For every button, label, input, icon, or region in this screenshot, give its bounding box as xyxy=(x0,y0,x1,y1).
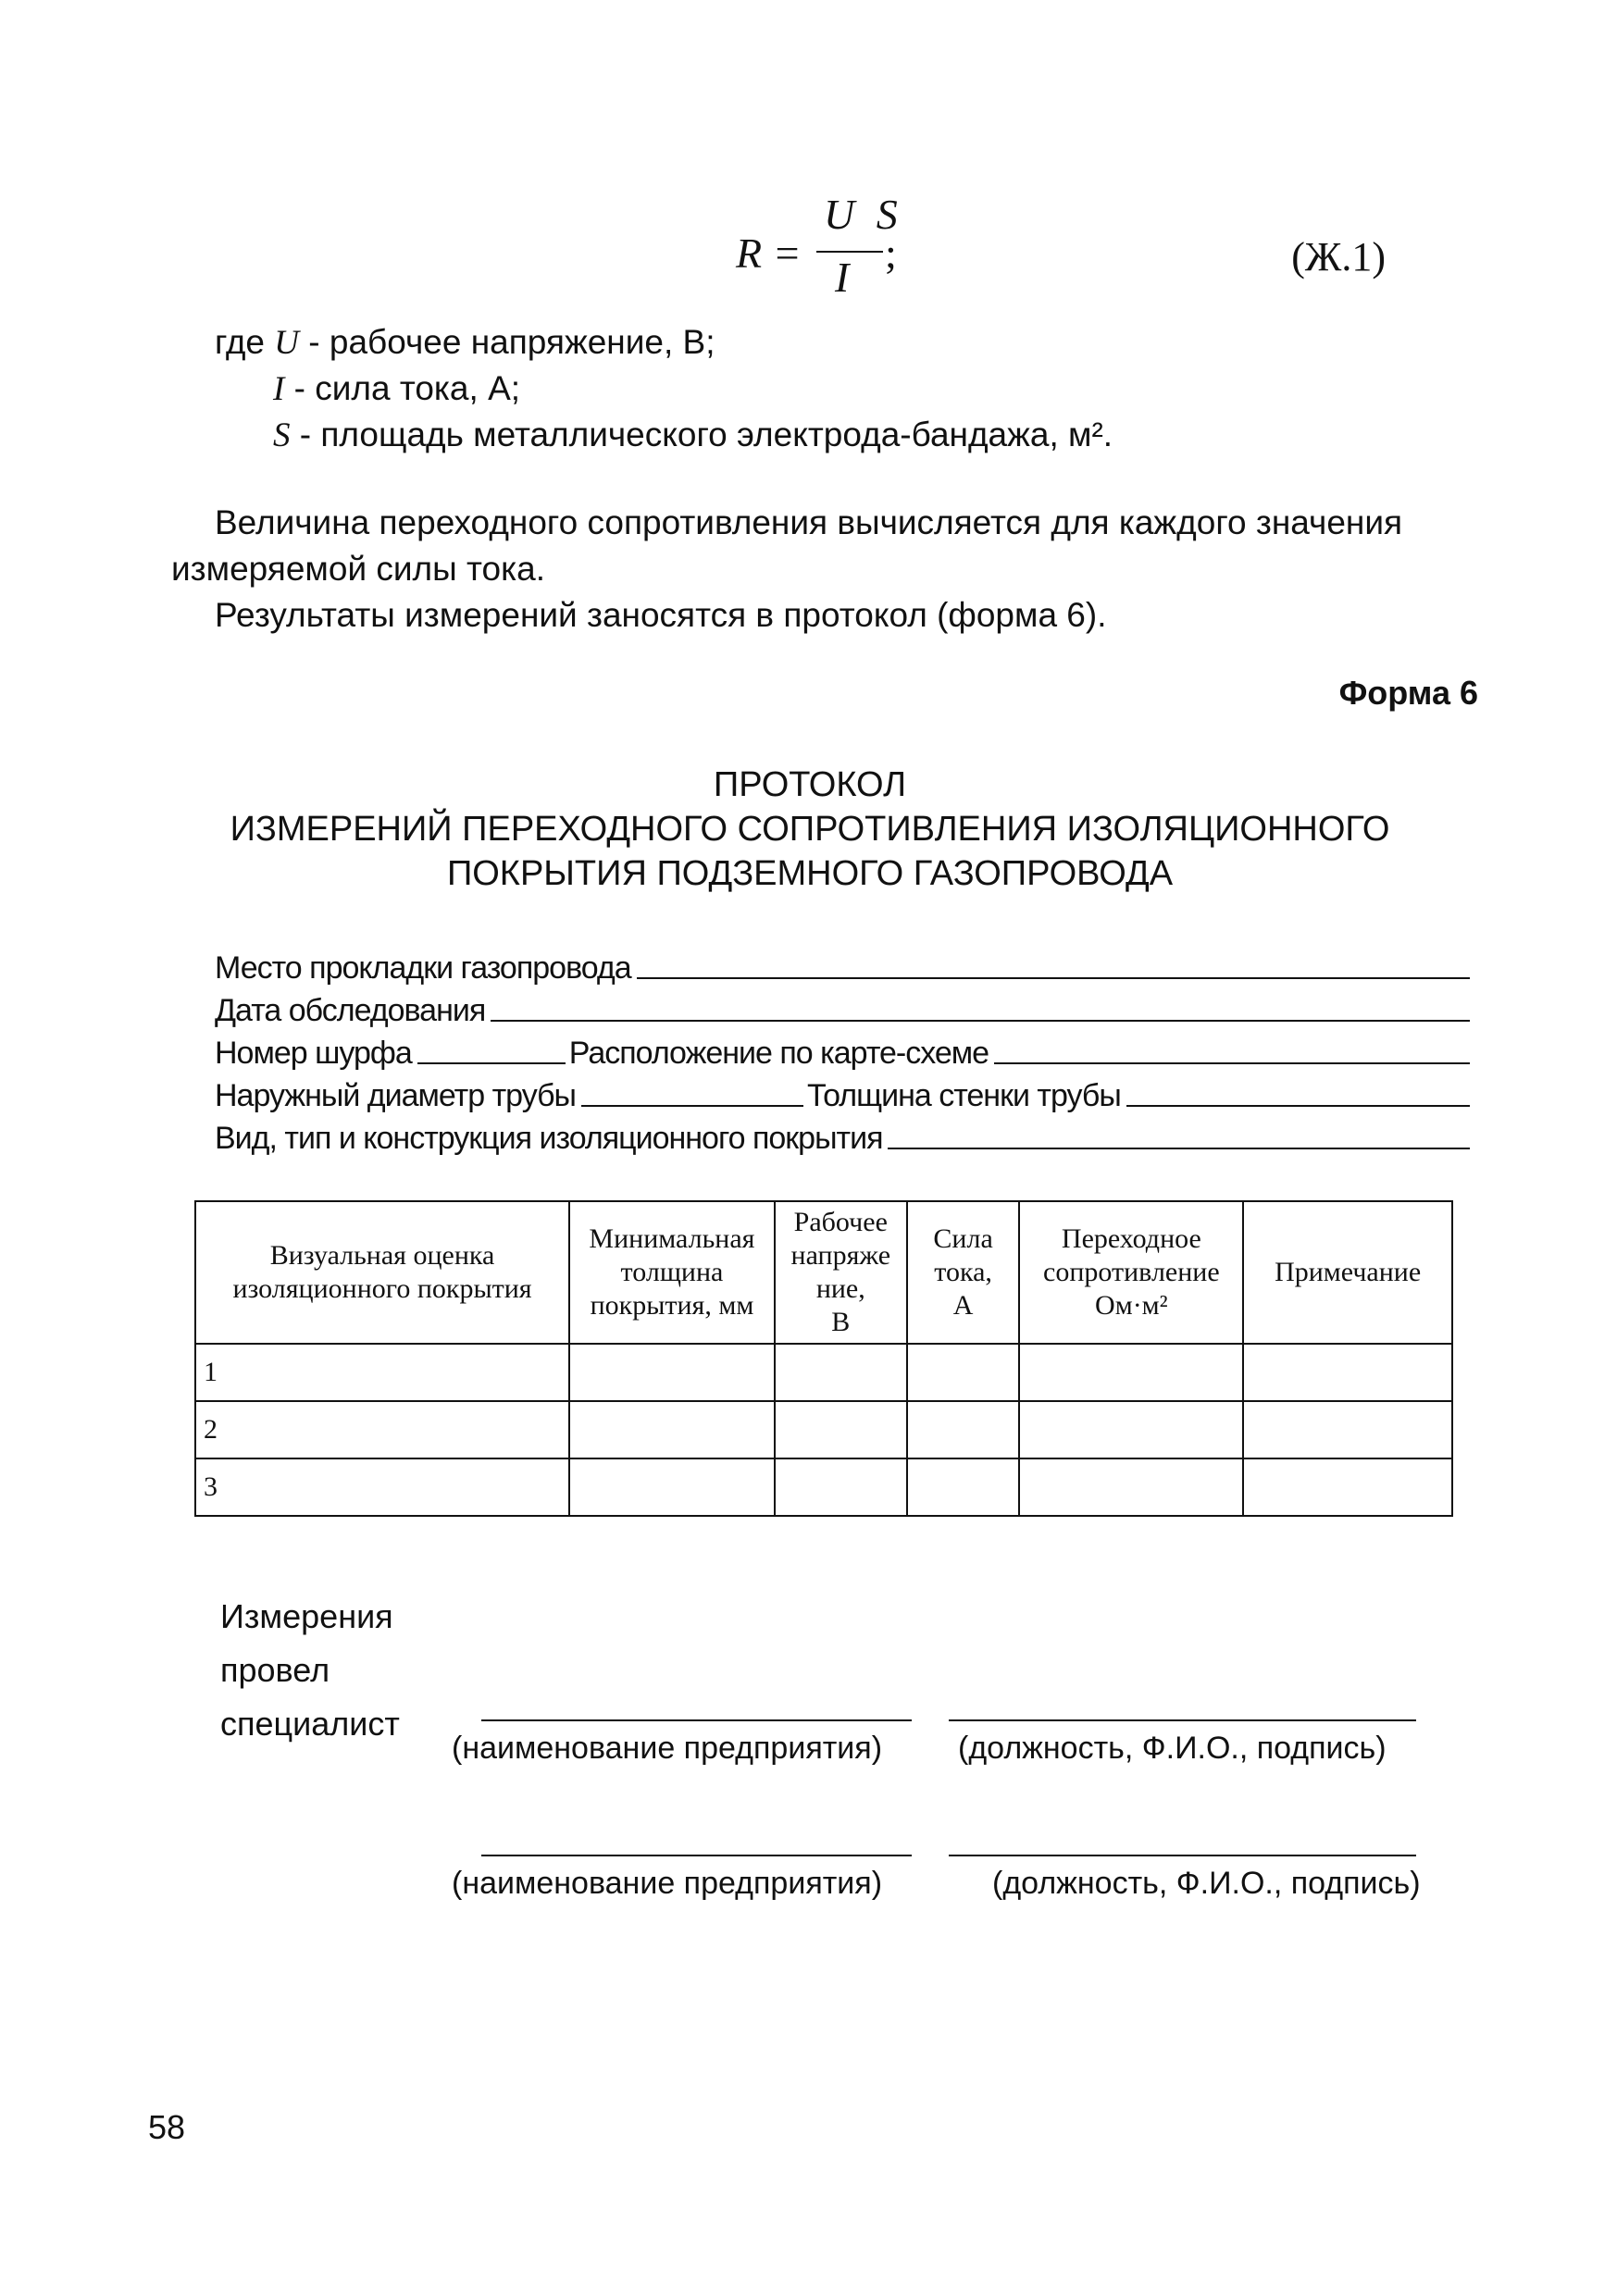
header-line: ние, xyxy=(815,1273,865,1304)
definition-symbol: S xyxy=(273,416,291,454)
header-voltage xyxy=(775,1201,907,1344)
fill-line[interactable] xyxy=(581,1105,803,1107)
org-caption-2: (наименование предприятия) xyxy=(452,1866,883,1901)
header-line: сопротивление xyxy=(1043,1257,1220,1287)
field-label: Вид, тип и конструкция изоляционного покрытия xyxy=(215,1121,883,1156)
measured-by-line: специалист xyxy=(220,1705,400,1743)
fill-line[interactable] xyxy=(417,1062,566,1064)
definition-text: - рабочее напряжение, В; xyxy=(299,323,715,361)
definition-text: - сила тока, А; xyxy=(284,369,521,407)
field-label: Толщина стенки трубы xyxy=(806,1078,1121,1113)
header-current xyxy=(907,1201,1020,1344)
protocol-title: ПРОТОКОЛ xyxy=(713,765,907,804)
table-cell[interactable] xyxy=(775,1401,907,1458)
measured-by-label xyxy=(220,1590,442,1751)
paragraph-1-line-2: измеряемой силы тока. xyxy=(171,550,545,588)
table-cell[interactable] xyxy=(907,1401,1020,1458)
header-line: Сила xyxy=(933,1223,993,1254)
measured-by-line: провел xyxy=(220,1651,330,1689)
row-number: 2 xyxy=(195,1401,569,1458)
table-cell[interactable] xyxy=(1243,1401,1452,1458)
definition-i xyxy=(273,366,520,413)
table-cell[interactable] xyxy=(1243,1344,1452,1401)
field-label: Расположение по карте-схеме xyxy=(568,1036,989,1071)
fill-line[interactable] xyxy=(994,1062,1470,1064)
field-label: Номер шурфа xyxy=(215,1036,412,1071)
row-number: 3 xyxy=(195,1458,569,1516)
header-line: тока, xyxy=(934,1257,992,1287)
field-diameter-and-wall xyxy=(215,1072,1474,1114)
field-pit-and-location xyxy=(215,1029,1474,1072)
header-line: напряже xyxy=(790,1240,891,1271)
table-cell[interactable] xyxy=(775,1344,907,1401)
row-number: 1 xyxy=(195,1344,569,1401)
header-line: Ом·м² xyxy=(1095,1290,1168,1321)
field-label: Дата обследования xyxy=(215,993,486,1028)
person-caption-1: (должность, Ф.И.О., подпись) xyxy=(958,1731,1387,1766)
field-laying-place xyxy=(215,944,1474,987)
formula-denominator: I xyxy=(835,254,850,301)
table-cell[interactable] xyxy=(907,1458,1020,1516)
definition-u xyxy=(215,319,715,366)
header-min-thickness: Минимальная толщина покрытия, мм xyxy=(569,1201,775,1344)
field-label: Место прокладки газопровода xyxy=(215,950,631,986)
protocol-title-line-2: ИЗМЕРЕНИЙ ПЕРЕХОДНОГО СОПРОТИВЛЕНИЯ ИЗОЛЯЦИОННОГО xyxy=(230,810,1390,849)
definition-text: - площадь металлического электрода-бандажа, м². xyxy=(290,416,1113,453)
definition-symbol: U xyxy=(274,324,300,362)
table-cell[interactable] xyxy=(1019,1401,1243,1458)
fraction-bar xyxy=(816,251,883,253)
table-cell[interactable] xyxy=(1019,1344,1243,1401)
formula-lhs: R = xyxy=(736,230,802,277)
fill-line[interactable] xyxy=(888,1148,1470,1149)
definition-symbol: I xyxy=(273,370,285,408)
person-signature-line-2[interactable] xyxy=(949,1855,1416,1856)
formula xyxy=(731,190,953,301)
org-caption-1: (наименование предприятия) xyxy=(452,1731,883,1766)
table-cell[interactable] xyxy=(1243,1458,1452,1516)
page-number: 58 xyxy=(148,2108,186,2146)
header-line: А xyxy=(952,1290,974,1321)
field-survey-date xyxy=(215,987,1474,1029)
field-label: Наружный диаметр трубы xyxy=(215,1078,576,1113)
table-row xyxy=(195,1458,1452,1516)
equation-number: (Ж.1) xyxy=(1291,234,1386,279)
table-cell[interactable] xyxy=(907,1344,1020,1401)
field-coating-type xyxy=(215,1114,1474,1157)
formula-terminator: ; xyxy=(885,230,897,277)
person-signature-line-1[interactable] xyxy=(949,1719,1416,1721)
table-cell[interactable] xyxy=(1019,1458,1243,1516)
table-cell[interactable] xyxy=(569,1401,775,1458)
fill-line[interactable] xyxy=(637,977,1470,979)
table-cell[interactable] xyxy=(569,1458,775,1516)
paragraph-1-line-1: Величина переходного сопротивления вычисляется для каждого значения xyxy=(215,503,1403,541)
header-visual-assessment: Визуальная оценка изоляционного покрытия xyxy=(195,1201,569,1344)
header-resistance xyxy=(1019,1201,1243,1344)
fill-line[interactable] xyxy=(1126,1105,1470,1107)
form-label: Форма 6 xyxy=(1338,674,1478,712)
fill-line[interactable] xyxy=(491,1020,1470,1022)
header-note: Примечание xyxy=(1243,1201,1452,1344)
definition-prefix: где xyxy=(215,323,275,361)
table-row xyxy=(195,1401,1452,1458)
paragraph-2: Результаты измерений заносятся в протокол (форма 6). xyxy=(215,596,1107,634)
person-caption-2: (должность, Ф.И.О., подпись) xyxy=(992,1866,1421,1901)
table-row xyxy=(195,1344,1452,1401)
measured-by-line: Измерения xyxy=(220,1597,393,1635)
table-header-row xyxy=(195,1201,1452,1344)
header-line: Переходное xyxy=(1061,1223,1201,1254)
table-cell[interactable] xyxy=(569,1344,775,1401)
measurement-table xyxy=(194,1200,1453,1517)
org-signature-line-2[interactable] xyxy=(481,1855,912,1856)
definition-s xyxy=(273,412,1113,459)
formula-numerator: U S xyxy=(824,191,903,238)
header-line: В xyxy=(831,1307,851,1337)
table-cell[interactable] xyxy=(775,1458,907,1516)
org-signature-line-1[interactable] xyxy=(481,1719,912,1721)
protocol-title-line-3: ПОКРЫТИЯ ПОДЗЕМНОГО ГАЗОПРОВОДА xyxy=(446,854,1174,893)
header-line: Рабочее xyxy=(793,1207,888,1237)
